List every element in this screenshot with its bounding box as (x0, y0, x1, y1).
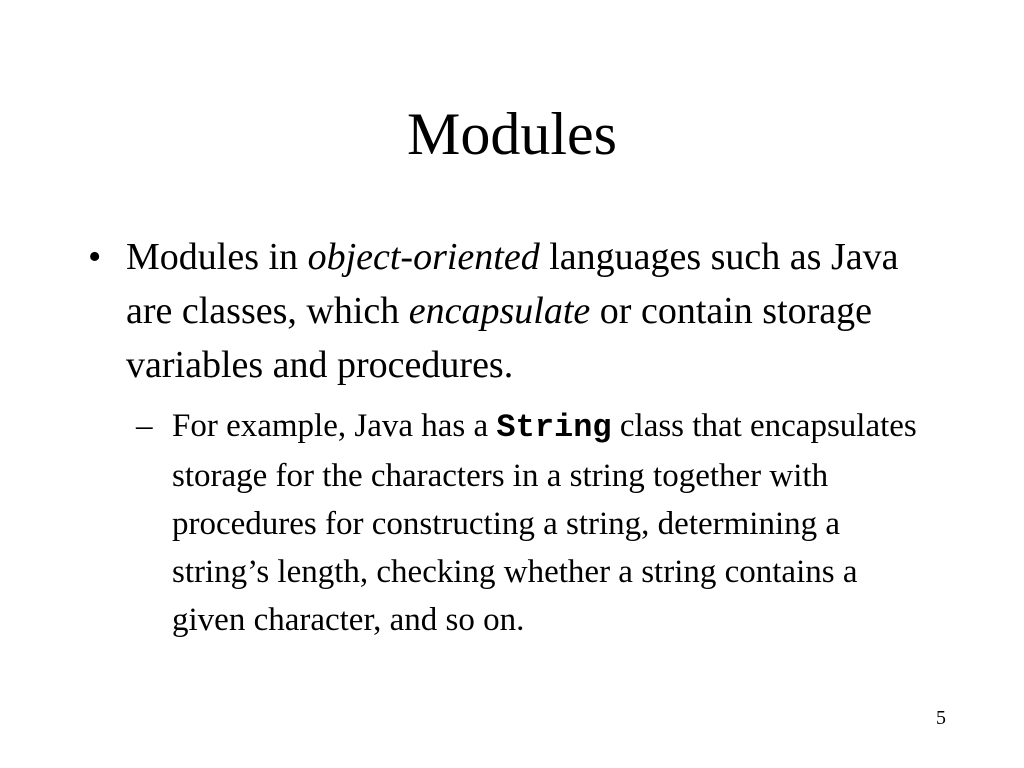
sub-bullet-text (172, 402, 936, 644)
bullet-emphasis-encapsulate: encapsulate (408, 290, 591, 332)
bullet-item (88, 230, 948, 392)
page-number: 5 (936, 707, 946, 729)
bullet-marker: • (88, 236, 102, 278)
bullet-text-part1: Modules in (126, 236, 308, 278)
bullet-text-part3: or contain storage variables and procedures. (126, 290, 873, 386)
bullet-text-part2: languages such as Java are classes, which (126, 236, 899, 332)
slide-title: Modules (407, 101, 617, 167)
bullet-text (126, 230, 948, 392)
code-string: String (496, 409, 612, 446)
sub-bullet-text-part2: class that encapsulates storage for the characters in a string together with procedures for constructing a string, determining a string’s length, checking whether a string contains a given character, and so on. (172, 408, 917, 638)
sub-bullet-item (136, 402, 936, 644)
sub-bullet-text-part1: For example, Java has a (172, 408, 497, 444)
bullet-emphasis-object-oriented: object-oriented (307, 236, 540, 278)
sub-bullet-marker: – (136, 408, 153, 444)
